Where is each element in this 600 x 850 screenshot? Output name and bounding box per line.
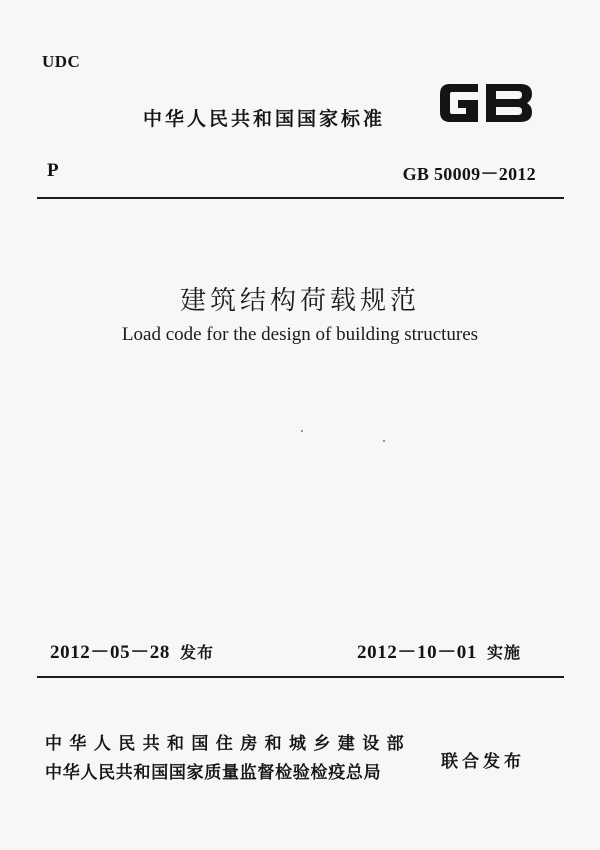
paper-speck — [301, 430, 303, 432]
title-chinese: 建筑结构荷载规范 — [179, 286, 420, 316]
paper-speck — [383, 440, 385, 442]
udc-label: UDC — [42, 52, 81, 71]
joint-issue-label: 联合发布 — [441, 752, 525, 772]
bottom-divider — [37, 676, 564, 678]
top-divider — [37, 197, 564, 199]
gb-logo-icon — [434, 76, 538, 130]
issuer-ministry-housing: 中华人民共和国住房和城乡建设部 — [45, 734, 411, 754]
gb-logo-graphic — [434, 76, 538, 130]
national-standard-heading: 中华人民共和国国家标准 — [143, 108, 386, 130]
issue-date: 2012－05－28 — [50, 642, 171, 663]
implement-date-block — [357, 637, 521, 664]
standard-number: GB 50009－2012 — [402, 164, 536, 184]
issuer-list — [45, 730, 411, 788]
title-english: Load code for the design of building structures — [121, 324, 479, 345]
implement-label: 实施 — [487, 643, 522, 662]
issue-label: 发布 — [180, 643, 215, 662]
issuer-aqsiq: 中华人民共和国国家质量监督检验检疫总局 — [45, 763, 382, 783]
issue-date-block — [50, 637, 214, 664]
classification-letter: P — [47, 160, 59, 181]
implement-date: 2012－10－01 — [357, 642, 478, 663]
